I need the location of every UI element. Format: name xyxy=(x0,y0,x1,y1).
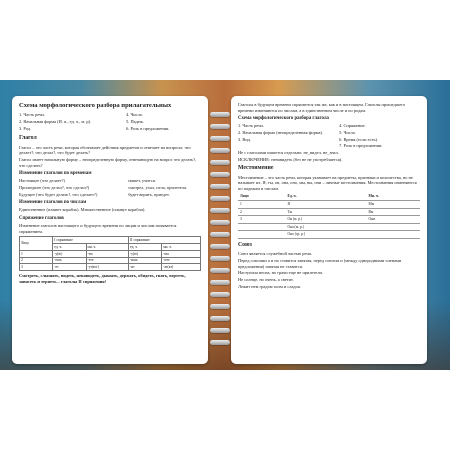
table-row xyxy=(238,216,420,224)
table-cell: 3 xyxy=(238,216,286,224)
table-cell xyxy=(367,231,420,239)
table-cell: 1 xyxy=(20,250,53,257)
conj-head-person: Лицо xyxy=(20,237,53,251)
table-cell: Они xyxy=(367,216,420,224)
conjugation-note: Смотреть, слышать, видеть, ненавидеть, дышать, держать, обидеть, гнать, вертеть, зависеть и терпеть – глаголы II спряжения! xyxy=(19,273,186,284)
binder-rings xyxy=(208,112,232,352)
conjugation-text: Изменение глаголов настоящего и будущего времени по лицам и числам называется спряжением. xyxy=(19,223,177,234)
table-cell: 1 xyxy=(238,201,286,209)
number-title: Изменение глаголов по числам xyxy=(19,200,87,206)
table-cell: -ат(ят) xyxy=(162,264,201,271)
ring xyxy=(210,292,230,297)
ring xyxy=(210,340,230,345)
tense-example: смотрел, ухал, пела, прилетела. xyxy=(128,184,188,190)
tense-row xyxy=(19,185,201,191)
verb-definition: Глагол – это часть речи, которая обозначает действия предметов и отвечает на вопросы: что делает?, что делал?, что будет делать? xyxy=(19,144,191,156)
conj-sub: мн. ч. xyxy=(86,244,129,251)
verb-scheme-item: 6. Время (если есть). xyxy=(339,136,379,142)
table-row xyxy=(238,201,420,209)
tense-row xyxy=(19,178,201,184)
pron-head: Лицо xyxy=(238,193,286,200)
tense-title: Изменение глаголов по временам xyxy=(19,171,92,177)
table-cell: 2 xyxy=(20,257,53,264)
pronoun-table xyxy=(238,193,420,239)
verb-scheme-item: 3. Вид. xyxy=(238,136,252,142)
ring xyxy=(210,328,230,333)
ring xyxy=(210,280,230,285)
table-cell: Ты xyxy=(286,208,367,216)
adj-scheme-title: Схема морфологического разбора прилагательных xyxy=(19,102,172,109)
ring xyxy=(210,256,230,261)
table-row xyxy=(238,231,420,239)
adj-item: 2. Начальная форма (И. п., ед. ч., м. р). xyxy=(19,119,92,125)
table-row xyxy=(20,250,201,257)
ring xyxy=(210,244,230,249)
table-cell: Он (м. р.) xyxy=(286,216,367,224)
verb-scheme-item: 2. Начальная форма (неопределенная форма). xyxy=(238,130,324,135)
table-cell: 3 xyxy=(20,264,53,271)
left-page xyxy=(12,96,208,364)
conj-sub: ед. ч. xyxy=(129,244,162,251)
verb-scheme-item: 7. Роль в предложении. xyxy=(339,143,383,149)
union-definition: Союз является служебной частью речи. xyxy=(238,251,312,257)
conj-head-second: II спряжение xyxy=(129,237,201,244)
table-row xyxy=(20,257,201,264)
table-cell: -ут(ют) xyxy=(86,264,129,271)
future-tense-text: Глаголы в будущем времени спрягаются так же, как и в настоящем. Глаголы прошедшего времени изменяются по числам, а в единственном числе и по родам. xyxy=(238,102,406,113)
table-cell xyxy=(238,223,286,231)
table-cell: Я xyxy=(286,201,367,209)
ring xyxy=(210,160,230,165)
conj-head-first: I спряжение xyxy=(53,237,129,244)
conjugation-title: Спряжение глаголов xyxy=(19,215,64,221)
verb-scheme-item: 1. Часть речи. xyxy=(238,123,264,129)
ring xyxy=(210,124,230,129)
table-cell xyxy=(238,231,286,239)
adj-item: 4. Число. xyxy=(126,112,144,118)
ring xyxy=(210,316,230,321)
ring xyxy=(210,208,230,213)
verb-infinitive-text: Глагол имеет начальную форму – неопределенную форму, отвечающую на вопрос что делать?, что сделать? xyxy=(19,156,197,168)
table-cell: -ите xyxy=(162,257,201,264)
union-line: Лежит нем градом холм и сладок. xyxy=(238,283,302,289)
tense-row xyxy=(19,192,201,198)
ring xyxy=(210,172,230,177)
pronoun-definition: Местоимение – это часть речи, которая указывает на предметы, признаки и количества, но не называет их. Я, ты, он, она, оно, мы, вы, они – личные местоимения. Местоимения изменяются по падежам и числам. xyxy=(238,174,417,191)
ring xyxy=(210,136,230,141)
pronoun-title: Местоимение xyxy=(238,165,274,172)
verb-scheme-item: 5. Число. xyxy=(339,130,357,135)
table-cell: -ит xyxy=(129,264,162,271)
union-line: Наступила весна, но грачи еще не прилетели. xyxy=(238,270,323,276)
tense-name: Будущее (что будет делать?, что сделает?) xyxy=(19,191,98,197)
ring xyxy=(210,184,230,189)
ne-rule: Не с глаголами пишется отдельно: не_видел, не_знал. xyxy=(238,149,339,155)
adj-item: 3. Род. xyxy=(19,125,32,131)
table-cell: -ешь xyxy=(53,257,86,264)
table-cell: -им xyxy=(162,250,201,257)
ring xyxy=(210,304,230,309)
ring xyxy=(210,196,230,201)
verb-scheme-list xyxy=(238,123,420,150)
right-page xyxy=(231,96,427,364)
tense-name: Настоящее (что делает?) xyxy=(19,178,65,184)
number-text: Единственное (плывет корабль). Множественное (плывут корабли). xyxy=(19,207,146,213)
adj-item: 6. Роль в предложении. xyxy=(126,125,170,131)
table-cell: -ишь xyxy=(129,257,162,264)
table-row xyxy=(20,264,201,271)
table-row xyxy=(238,223,420,231)
table-cell: -ем xyxy=(86,250,129,257)
adj-item: 1. Часть речи. xyxy=(19,112,45,118)
tense-example: пишет, учится. xyxy=(128,178,156,184)
ring xyxy=(210,148,230,153)
adj-scheme-list xyxy=(19,112,201,132)
union-line: Не солнце, но очень, а светит. xyxy=(238,276,294,282)
pron-head: Ед. ч. xyxy=(286,193,367,200)
ring xyxy=(210,220,230,225)
conjugation-table xyxy=(19,236,201,271)
table-row xyxy=(238,208,420,216)
table-cell: -ет xyxy=(53,264,86,271)
table-cell: 2 xyxy=(238,208,286,216)
ring xyxy=(210,232,230,237)
union-line: Перед союзами а и но ставится запятая, перед союзом и (между однородными членами предложения) запятая не ставится. xyxy=(238,258,402,269)
conj-sub: мн. ч. xyxy=(162,244,201,251)
verb-title: Глагол xyxy=(19,135,37,142)
table-cell: -у(ю) xyxy=(129,250,162,257)
table-cell: -у(ю) xyxy=(53,250,86,257)
table-cell: Оно (ср. р.) xyxy=(286,231,367,239)
ne-exception: ИСКЛЮЧЕНИЕ: ненавидеть (без не не употребляется). xyxy=(238,156,343,162)
verb-scheme-title: Схема морфологического разбора глагола xyxy=(238,116,329,122)
union-title: Союз xyxy=(238,241,252,248)
tense-name: Прошедшее (что делал?, что сделал?) xyxy=(19,184,90,190)
table-cell: -ете xyxy=(86,257,129,264)
table-cell: Вы xyxy=(367,208,420,216)
table-cell: Мы xyxy=(367,201,420,209)
verb-scheme-item: 4. Спряжение. xyxy=(339,123,366,129)
conj-sub: ед. ч. xyxy=(53,244,86,251)
pron-head: Мн. ч. xyxy=(367,193,420,200)
ring xyxy=(210,268,230,273)
table-cell xyxy=(367,223,420,231)
table-cell: Она (ж. р.) xyxy=(286,223,367,231)
ring xyxy=(210,112,230,117)
adj-item: 5. Падеж. xyxy=(126,119,144,125)
tense-example: будет верить, приедет. xyxy=(128,191,170,197)
